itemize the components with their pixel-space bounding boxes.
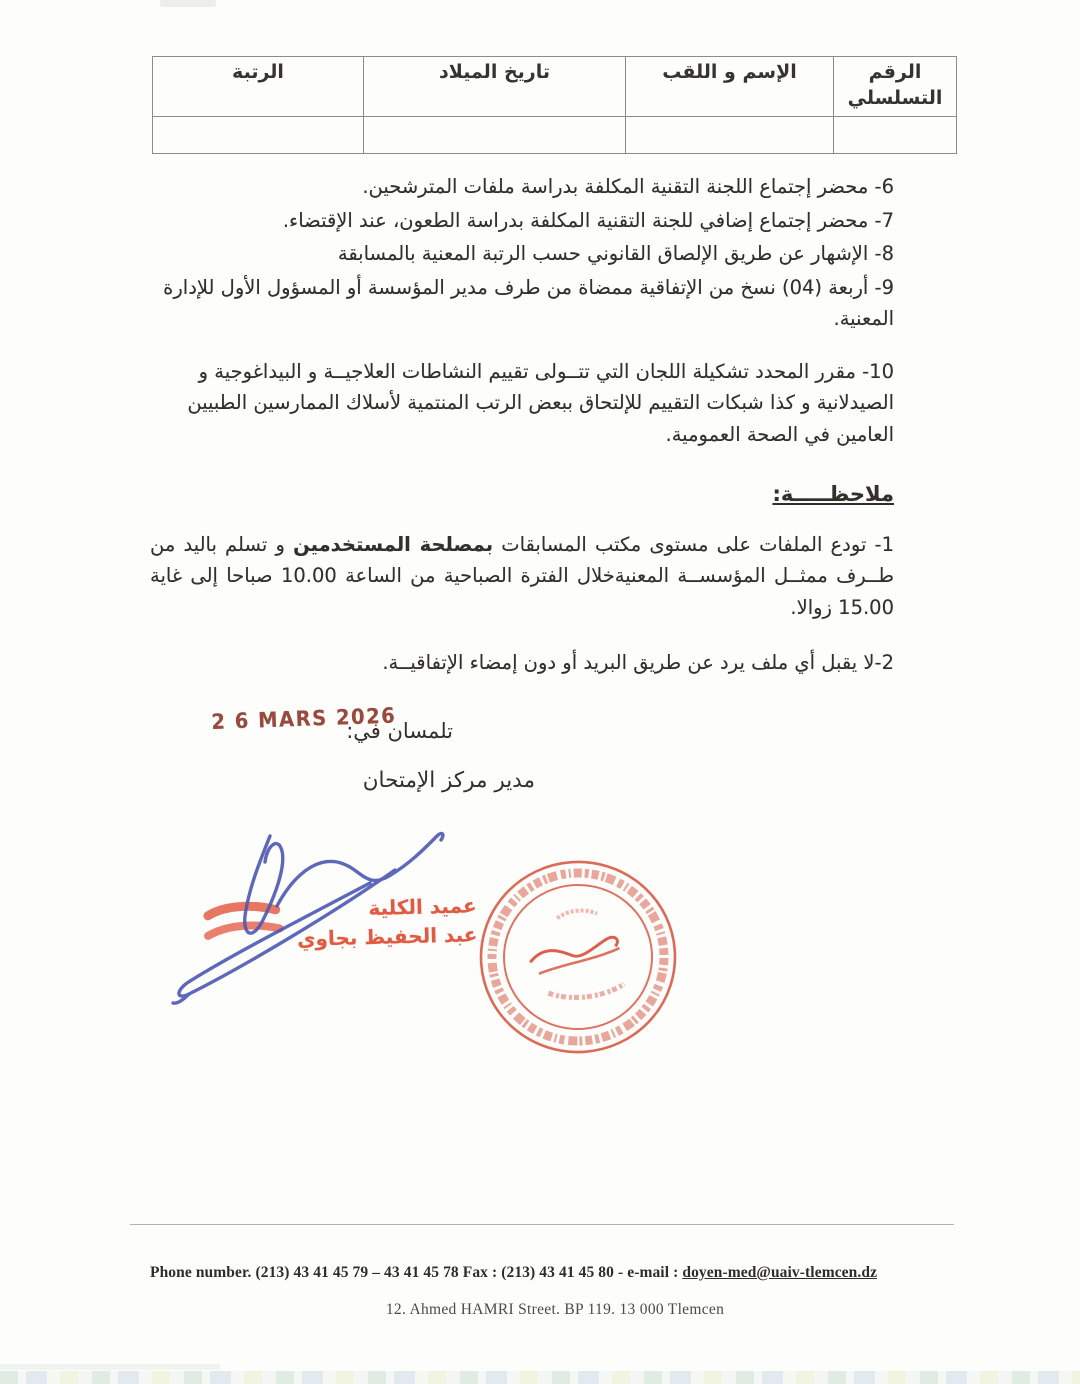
- note-item-1-rest: و تسلم باليد من طــرف ممثــل المؤسســة المعنيةخلال الفترة الصباحية من الساعة 10.00 صباحا إلى غاية 15.00 زوالا.: [150, 532, 894, 619]
- footer-contact-text: Phone number. (213) 43 41 45 79 – 43 41 45 78 Fax : (213) 43 41 45 80 - e-mail :: [150, 1264, 683, 1281]
- list-item-7: 7- محضر إجتماع إضافي للجنة التقنية المكلفة بدراسة الطعون، عند الإقتضاء.: [282, 208, 894, 232]
- table-header-row: [153, 57, 957, 117]
- footer-email: doyen-med@uaiv-tlemcen.dz: [682, 1264, 878, 1281]
- note-title: ملاحظـــــة:: [772, 481, 894, 506]
- empty-cell: [153, 117, 364, 154]
- column-header-serial-number: الرقم التسلسلي: [834, 57, 957, 117]
- list-item-6: 6- محضر إجتماع اللجنة التقنية المكلفة بدراسة ملفات المترشحين.: [362, 175, 894, 198]
- list-item-8: 8- الإشهار عن طريق الإلصاق القانوني حسب الرتبة المعنية بالمسابقة: [337, 242, 894, 266]
- footer-address: 12. Ahmed HAMRI Street. BP 119. 13 000 Tlemcen: [385, 1301, 725, 1318]
- list-item-9: 9- أربعة (04) نسخ من الإتفاقية ممضاة من طرف مدير المؤسسة أو المسؤول الأول للإدارة المعنية.: [163, 275, 894, 331]
- note-item-1: [150, 529, 894, 624]
- note-item-1-bold: بمصلحة المستخدمين: [293, 532, 494, 556]
- dean-name: عبد الحفيظ بجاوي: [296, 922, 478, 951]
- note-item-2: 2-لا يقبل أي ملف يرد عن طريق البريد أو دون إمضاء الإتفاقيــة.: [382, 651, 894, 675]
- date-stamp: 2 6 MARS 2026: [211, 703, 397, 734]
- footer-divider: [130, 1224, 954, 1225]
- scan-smudge: [160, 0, 216, 7]
- place-date-label: تلمسان في:: [346, 719, 453, 743]
- empty-cell: [834, 117, 957, 154]
- signer-title: مدير مركز الإمتحان: [362, 768, 535, 793]
- empty-cell: [626, 117, 834, 154]
- scan-artifact-band: [0, 1371, 1080, 1384]
- handwritten-signature: [165, 828, 485, 1008]
- column-header-rank: الرتبة: [153, 57, 364, 117]
- column-header-birth-date: تاريخ الميلاد: [364, 57, 626, 117]
- candidates-table: [152, 56, 957, 154]
- list-item-10: 10- مقرر المحدد تشكيلة اللجان التي تتــولى تقييم النشاطات العلاجيــة و البيداغوجية و الصيدلانية و كذا شبكات التقييم للإلتحاق ببعض الرتب المنتمية لأسلاك الممارسين الطبيين العامين في الصحة العمومية.: [187, 359, 894, 447]
- table-empty-row: [153, 117, 957, 154]
- scan-artifact-strip: [0, 1364, 220, 1370]
- document-body: [150, 171, 894, 681]
- column-header-full-name: الإسم و اللقب: [626, 57, 834, 117]
- empty-cell: [364, 117, 626, 154]
- note-item-1-text: 1- تودع الملفات على مستوى مكتب المسابقات: [493, 532, 894, 556]
- dean-title: عميد الكلية: [368, 893, 477, 921]
- round-official-stamp: [465, 848, 691, 1066]
- footer-contact-line: [150, 1264, 950, 1282]
